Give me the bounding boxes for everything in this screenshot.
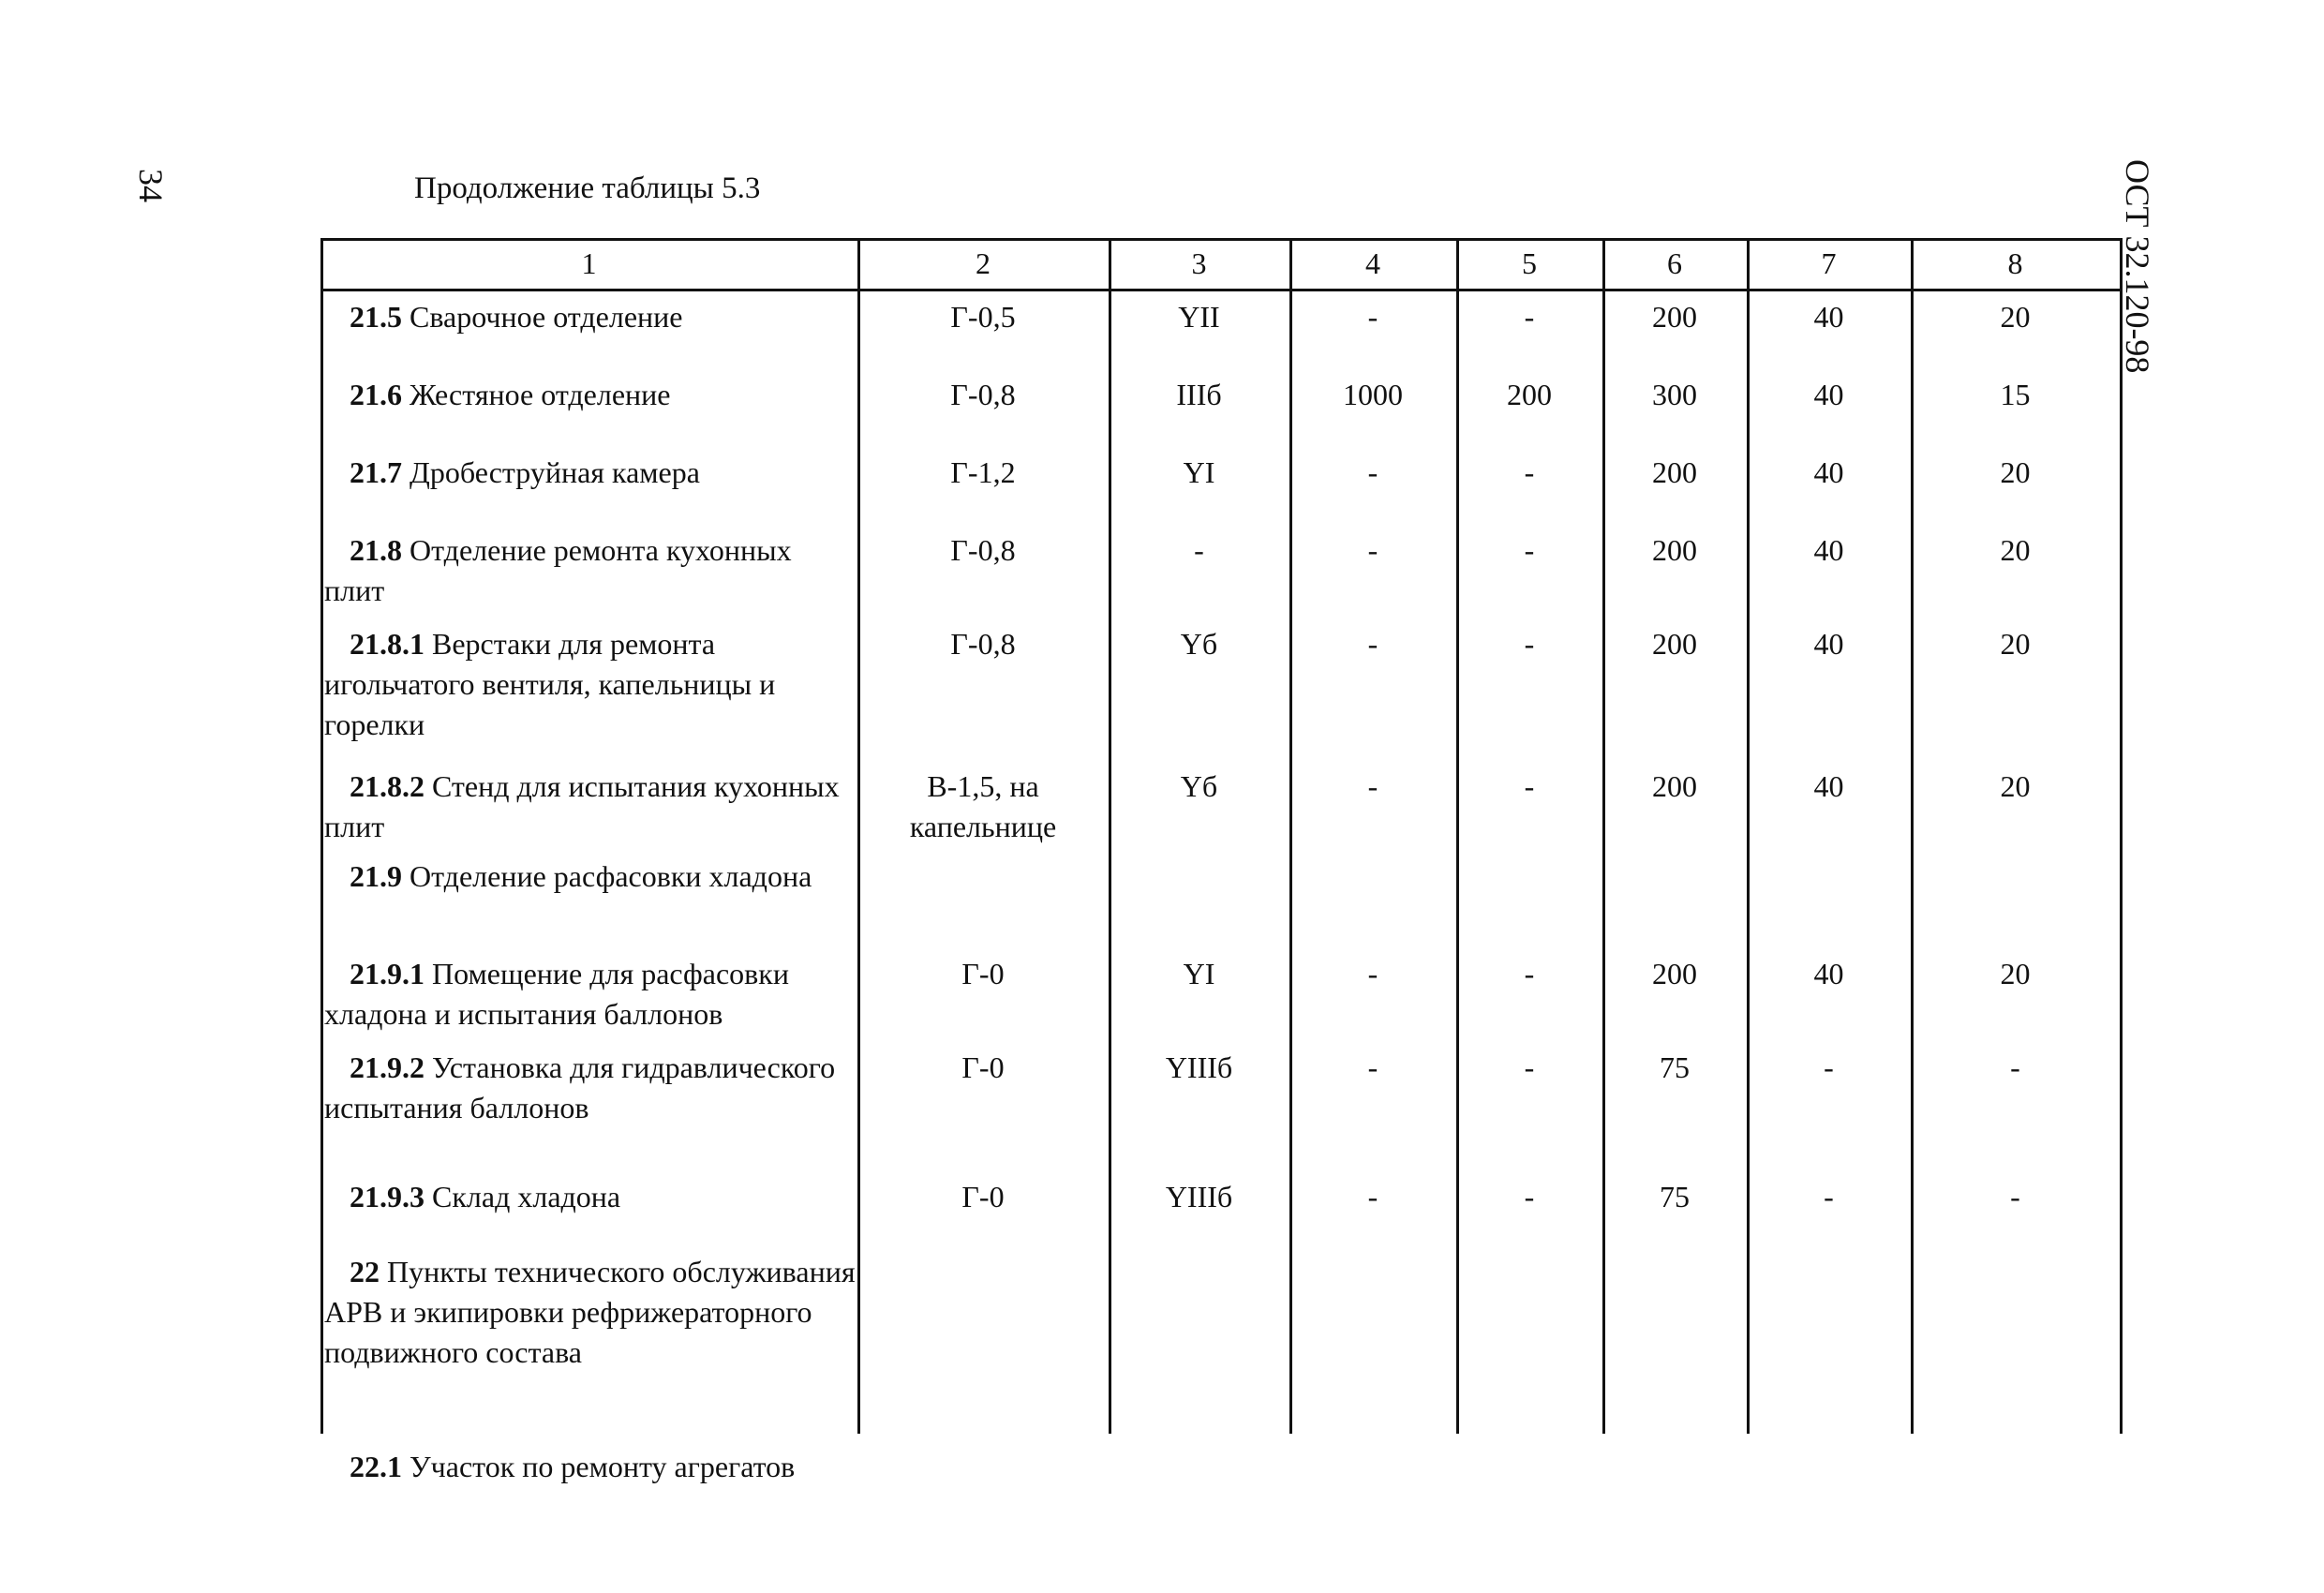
document-code: ОСТ 32.120-98 <box>2119 159 2156 374</box>
table-cell: 200 <box>1652 300 1697 334</box>
table-cell: 15 <box>2000 378 2031 411</box>
table-cell: Г-0,8 <box>950 378 1016 411</box>
table-cell: YI <box>1183 455 1215 489</box>
table-cell: - <box>1367 769 1378 803</box>
table-header-cell: 3 <box>1191 246 1207 280</box>
row-name-cell <box>320 1244 857 1439</box>
row-name: Пункты технического обслуживания АРВ и экипировки рефрижераторного подвижного состава <box>324 1255 856 1369</box>
table-header-cell: 6 <box>1667 246 1682 280</box>
table-cell: YII <box>1178 300 1220 334</box>
table-cell <box>1911 1244 2120 1439</box>
row-number: 21.9.2 <box>350 1050 425 1084</box>
table-cell: 75 <box>1660 1050 1690 1084</box>
table-cell: - <box>1367 957 1378 990</box>
data-table <box>320 238 2120 1483</box>
row-name-cell <box>320 849 857 946</box>
table-cell <box>1109 1439 1289 1503</box>
table-cell <box>1456 849 1602 946</box>
row-number: 22 <box>350 1255 380 1288</box>
table-cell: 40 <box>1813 455 1844 489</box>
row-number: 21.9.3 <box>350 1180 425 1213</box>
table-cell: - <box>1367 627 1378 661</box>
table-cell <box>857 849 1109 946</box>
table-header-cell: 1 <box>581 246 597 280</box>
table-cell <box>1456 1439 1602 1503</box>
table-cell: - <box>1367 533 1378 567</box>
table-cell: - <box>1524 533 1535 567</box>
table-header-cell: 5 <box>1522 246 1537 280</box>
table-cell: В-1,5, на капельнице <box>909 769 1057 843</box>
table-cell: - <box>1524 300 1535 334</box>
table-cell: 75 <box>1660 1180 1690 1213</box>
row-number: 21.5 <box>350 300 402 334</box>
row-number: 21.6 <box>350 378 402 411</box>
table-cell <box>857 1244 1109 1439</box>
table-grid <box>320 238 2120 1503</box>
table-cell <box>1747 1439 1911 1503</box>
table-cell: Г-0,8 <box>950 627 1016 661</box>
row-name: Склад хладона <box>425 1180 621 1213</box>
table-cell: - <box>1524 627 1535 661</box>
table-cell: Г-0 <box>961 1050 1005 1084</box>
row-name-cell <box>320 1439 857 1503</box>
table-cell: Г-1,2 <box>950 455 1016 489</box>
row-name-cell <box>320 617 857 759</box>
table-cell: 20 <box>2000 300 2031 334</box>
row-name: Участок по ремонту агрегатов <box>402 1450 796 1483</box>
table-cell: - <box>1524 455 1535 489</box>
table-cell: - <box>1524 1050 1535 1084</box>
table-cell <box>1911 849 2120 946</box>
table-header-cell: 7 <box>1821 246 1837 280</box>
table-cell: IIIб <box>1176 378 1222 411</box>
table-cell: 40 <box>1813 300 1844 334</box>
row-name: Помещение для расфасовки хладона и испытания баллонов <box>324 957 789 1031</box>
table-cell: 40 <box>1813 769 1844 803</box>
table-cell: Г-0 <box>961 957 1005 990</box>
table-cell: - <box>1367 455 1378 489</box>
table-cell: 40 <box>1813 378 1844 411</box>
row-name: Стенд для испытания кухонных плит <box>324 769 840 843</box>
row-name: Сварочное отделение <box>402 300 683 334</box>
table-cell <box>1109 1244 1289 1439</box>
row-name-cell <box>320 759 857 849</box>
table-cell: 20 <box>2000 455 2031 489</box>
table-cell: YIIIб <box>1165 1050 1233 1084</box>
row-name-cell <box>320 445 857 523</box>
row-number: 21.7 <box>350 455 402 489</box>
row-number: 21.9 <box>350 859 402 893</box>
table-header-cell: 4 <box>1365 246 1380 280</box>
table-header-cell: 8 <box>2007 246 2023 280</box>
table-cell <box>1747 1244 1911 1439</box>
table-cell: - <box>1824 1180 1834 1213</box>
table-cell: 20 <box>2000 533 2031 567</box>
table-cell: Г-0,8 <box>950 533 1016 567</box>
row-number: 21.8.2 <box>350 769 425 803</box>
table-cell <box>1109 849 1289 946</box>
table-cell: 40 <box>1813 957 1844 990</box>
row-name-cell <box>320 367 857 445</box>
table-cell <box>1456 1244 1602 1439</box>
table-header-cell: 2 <box>976 246 991 280</box>
table-cell <box>1289 1244 1456 1439</box>
table-cell: 200 <box>1652 533 1697 567</box>
row-name: Жестяное отделение <box>402 378 671 411</box>
row-name: Дробеструйная камера <box>402 455 700 489</box>
page-number: 34 <box>132 169 170 202</box>
table-cell: - <box>2010 1050 2020 1084</box>
table-cell: Г-0 <box>961 1180 1005 1213</box>
table-cell: YI <box>1183 957 1215 990</box>
table-cell: - <box>1524 1180 1535 1213</box>
row-name-cell <box>320 946 857 1040</box>
table-cell: 300 <box>1652 378 1697 411</box>
table-cell: 40 <box>1813 533 1844 567</box>
row-name-cell <box>320 290 857 367</box>
table-cell: 200 <box>1652 627 1697 661</box>
table-cell: - <box>1194 533 1204 567</box>
table-cell <box>857 1439 1109 1503</box>
row-name-cell <box>320 1040 857 1169</box>
table-cell: - <box>1367 1050 1378 1084</box>
table-cell <box>1289 849 1456 946</box>
table-cell: YIIIб <box>1165 1180 1233 1213</box>
row-number: 21.9.1 <box>350 957 425 990</box>
table-cell: - <box>2010 1180 2020 1213</box>
table-cell: 40 <box>1813 627 1844 661</box>
table-cell: 200 <box>1652 769 1697 803</box>
table-cell: 200 <box>1507 378 1552 411</box>
row-name: Установка для гидравлического испытания баллонов <box>324 1050 836 1124</box>
table-cell: 20 <box>2000 627 2031 661</box>
table-cell: - <box>1367 300 1378 334</box>
row-number: 21.8 <box>350 533 402 567</box>
table-cell: Yб <box>1180 769 1218 803</box>
row-name: Отделение ремонта кухонных плит <box>324 533 792 607</box>
table-cell: 20 <box>2000 957 2031 990</box>
row-number: 22.1 <box>350 1450 402 1483</box>
table-cell: 200 <box>1652 455 1697 489</box>
table-cell: - <box>1824 1050 1834 1084</box>
row-name-cell <box>320 523 857 617</box>
table-caption: Продолжение таблицы 5.3 <box>414 171 761 205</box>
table-cell: - <box>1524 769 1535 803</box>
table-cell: Г-0,5 <box>950 300 1016 334</box>
row-name-cell <box>320 1169 857 1244</box>
table-cell: 1000 <box>1343 378 1403 411</box>
table-cell <box>1911 1439 2120 1503</box>
table-cell <box>1602 1244 1747 1439</box>
table-cell: - <box>1524 957 1535 990</box>
table-cell: Yб <box>1180 627 1218 661</box>
row-name: Отделение расфасовки хладона <box>402 859 812 893</box>
table-cell <box>1602 1439 1747 1503</box>
table-cell: - <box>1367 1180 1378 1213</box>
column-divider <box>2120 238 2123 1434</box>
row-name: Верстаки для ремонта игольчатого вентиля, капельницы и горелки <box>324 627 776 741</box>
table-cell: 20 <box>2000 769 2031 803</box>
row-number: 21.8.1 <box>350 627 425 661</box>
table-cell <box>1602 849 1747 946</box>
table-cell <box>1289 1439 1456 1503</box>
table-cell <box>1747 849 1911 946</box>
table-cell: 200 <box>1652 957 1697 990</box>
